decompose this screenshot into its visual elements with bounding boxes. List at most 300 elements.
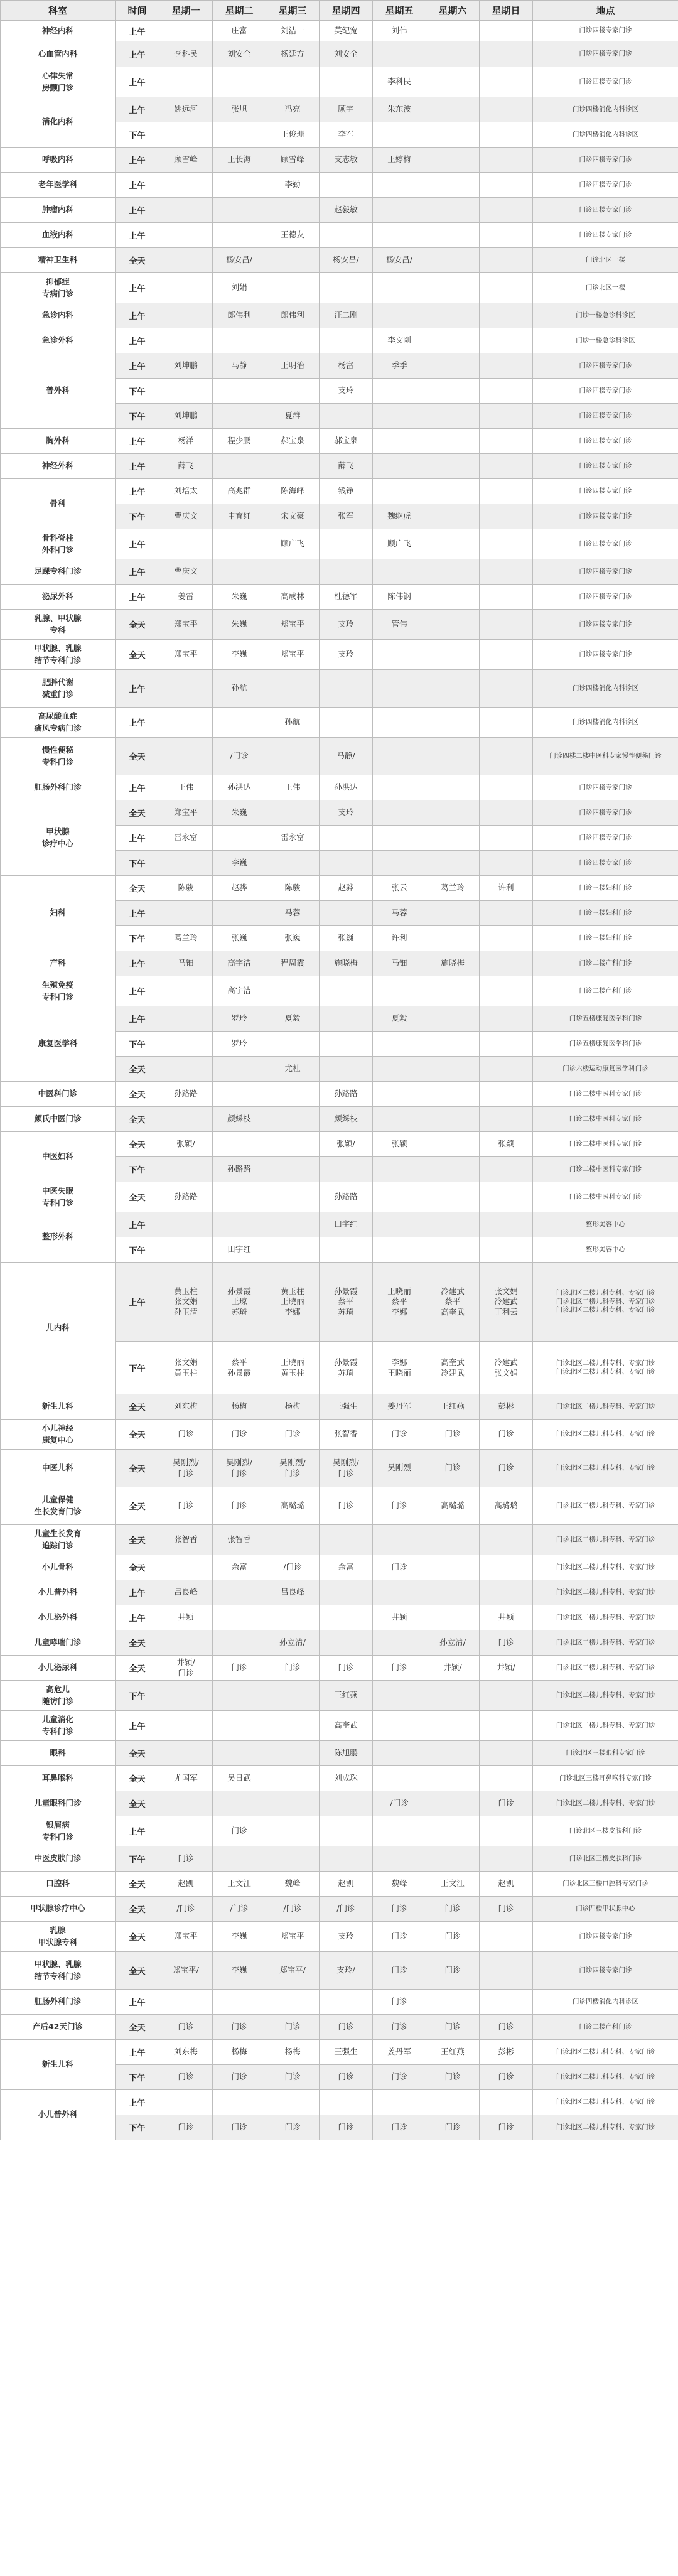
doctor-cell: 汪二刚 <box>320 303 373 328</box>
department-name: 普外科 <box>1 353 116 429</box>
location-cell: 门诊二楼产科门诊 <box>533 2015 678 2040</box>
doctor-cell <box>426 2090 480 2115</box>
department-name: 乳腺 甲状腺专科 <box>1 1922 116 1952</box>
doctor-cell: 马蓉 <box>373 901 426 926</box>
doctor-cell: 门诊 <box>426 1450 480 1487</box>
doctor-cell <box>320 826 373 851</box>
doctor-cell: 孙洪达 <box>320 775 373 800</box>
doctor-cell: 王红燕 <box>426 2040 480 2065</box>
time-slot: 上午 <box>116 97 159 122</box>
time-slot: 下午 <box>116 851 159 876</box>
doctor-cell <box>373 640 426 670</box>
doctor-cell: 门诊 <box>373 1897 426 1922</box>
time-slot: 下午 <box>116 1237 159 1263</box>
doctor-cell <box>480 328 533 353</box>
doctor-cell <box>480 454 533 479</box>
doctor-cell <box>373 1212 426 1237</box>
schedule-row <box>1 41 678 67</box>
doctor-cell: 赵凯 <box>159 1872 213 1897</box>
department-name: 急诊内科 <box>1 303 116 328</box>
header-time: 时间 <box>116 1 159 21</box>
doctor-cell: 曹庆文 <box>159 559 213 585</box>
time-slot: 全天 <box>116 1525 159 1555</box>
doctor-cell <box>159 1107 213 1132</box>
doctor-cell: 郑宝平 <box>159 610 213 640</box>
doctor-cell <box>426 1681 480 1711</box>
time-slot: 上午 <box>116 1711 159 1741</box>
doctor-cell <box>320 1157 373 1182</box>
department-name: 慢性便秘 专科门诊 <box>1 738 116 775</box>
doctor-cell: 门诊 <box>213 2065 266 2090</box>
schedule-row <box>1 559 678 585</box>
doctor-cell: 杨梅 <box>266 2040 320 2065</box>
doctor-cell: 高成林 <box>266 585 320 610</box>
doctor-cell <box>426 454 480 479</box>
doctor-cell <box>426 1237 480 1263</box>
doctor-cell: 郑宝平/ <box>159 1952 213 1990</box>
doctor-cell <box>480 738 533 775</box>
department-name: 儿童保健 生长发育门诊 <box>1 1487 116 1525</box>
time-slot: 上午 <box>116 529 159 559</box>
doctor-cell <box>320 1605 373 1630</box>
doctor-cell: 门诊 <box>320 2015 373 2040</box>
time-slot: 全天 <box>116 1741 159 1766</box>
doctor-cell <box>426 1580 480 1605</box>
doctor-cell: 吴刚烈/ 门诊 <box>266 1450 320 1487</box>
doctor-cell <box>480 640 533 670</box>
department-name: 神经内科 <box>1 21 116 41</box>
department-name: 肛肠外科门诊 <box>1 1990 116 2015</box>
doctor-cell: 程少鹏 <box>213 429 266 454</box>
location-cell: 门诊四楼消化内科诊区 <box>533 97 678 122</box>
doctor-cell: 门诊 <box>373 1420 426 1450</box>
doctor-cell <box>480 1952 533 1990</box>
doctor-cell <box>426 529 480 559</box>
doctor-cell <box>426 273 480 303</box>
department-name: 儿童消化 专科门诊 <box>1 1711 116 1741</box>
doctor-cell: 门诊 <box>213 1656 266 1681</box>
doctor-cell: 吴刚烈/ 门诊 <box>213 1450 266 1487</box>
location-cell: 门诊北区二楼儿科专科、专家门诊 <box>533 2115 678 2140</box>
doctor-cell: 郎伟利 <box>213 303 266 328</box>
doctor-cell <box>480 559 533 585</box>
doctor-cell <box>426 504 480 529</box>
doctor-cell <box>373 1846 426 1872</box>
doctor-cell <box>426 1605 480 1630</box>
department-name: 眼科 <box>1 1741 116 1766</box>
location-cell: 门诊四楼专家门诊 <box>533 504 678 529</box>
doctor-cell: 张颖/ <box>320 1132 373 1157</box>
doctor-cell <box>213 379 266 404</box>
schedule-row <box>1 97 678 122</box>
location-cell: 门诊六楼运动康复医学科门诊 <box>533 1057 678 1082</box>
doctor-cell <box>159 223 213 248</box>
location-cell: 门诊四楼专家门诊 <box>533 775 678 800</box>
doctor-cell <box>480 610 533 640</box>
department-name: 中医皮肤门诊 <box>1 1846 116 1872</box>
doctor-cell: 支玲 <box>320 1922 373 1952</box>
department-name: 足踝专科门诊 <box>1 559 116 585</box>
schedule-row <box>1 148 678 173</box>
location-cell: 门诊北区二楼儿科专科、专家门诊 <box>533 1711 678 1741</box>
doctor-cell: 顾广飞 <box>266 529 320 559</box>
doctor-cell <box>213 122 266 148</box>
schedule-row <box>1 1107 678 1132</box>
doctor-cell: 余富 <box>320 1555 373 1580</box>
location-cell: 门诊二楼产科门诊 <box>533 951 678 976</box>
location-cell: 门诊四楼专家门诊 <box>533 67 678 97</box>
doctor-cell: 门诊 <box>426 2015 480 2040</box>
time-slot: 下午 <box>116 1032 159 1057</box>
doctor-cell <box>159 1212 213 1237</box>
location-cell: 门诊四楼专家门诊 <box>533 640 678 670</box>
doctor-cell <box>373 122 426 148</box>
time-slot: 上午 <box>116 559 159 585</box>
time-slot: 全天 <box>116 1630 159 1656</box>
doctor-cell: 薛飞 <box>320 454 373 479</box>
doctor-cell <box>373 1630 426 1656</box>
doctor-cell: 孙路路 <box>320 1082 373 1107</box>
doctor-cell <box>320 670 373 708</box>
doctor-cell: 门诊 <box>426 1952 480 1990</box>
time-slot: 全天 <box>116 1555 159 1580</box>
doctor-cell <box>480 273 533 303</box>
department-name: 中医儿科 <box>1 1450 116 1487</box>
doctor-cell <box>480 198 533 223</box>
doctor-cell: 陈海峰 <box>266 479 320 504</box>
doctor-cell <box>373 379 426 404</box>
doctor-cell <box>480 1237 533 1263</box>
doctor-cell <box>480 1922 533 1952</box>
doctor-cell <box>320 1006 373 1032</box>
doctor-cell <box>266 1846 320 1872</box>
doctor-cell: 吴刚烈/ 门诊 <box>320 1450 373 1487</box>
time-slot: 上午 <box>116 198 159 223</box>
department-name: 骨科脊柱 外科门诊 <box>1 529 116 559</box>
header-monday: 星期一 <box>159 1 213 21</box>
schedule-row <box>1 454 678 479</box>
doctor-cell <box>266 1741 320 1766</box>
time-slot: 全天 <box>116 1952 159 1990</box>
schedule-row <box>1 1132 678 1157</box>
doctor-cell <box>373 1237 426 1263</box>
doctor-cell <box>266 559 320 585</box>
department-name: 泌尿外科 <box>1 585 116 610</box>
department-name: 甲状腺、乳腺 结节专科门诊 <box>1 640 116 670</box>
doctor-cell: 彭彬 <box>480 1394 533 1420</box>
doctor-cell: 王强生 <box>320 2040 373 2065</box>
location-cell: 门诊四楼消化内科诊区 <box>533 708 678 738</box>
department-name: 心血管内科 <box>1 41 116 67</box>
doctor-cell <box>213 328 266 353</box>
doctor-cell: 马静/ <box>320 738 373 775</box>
doctor-cell <box>480 1766 533 1791</box>
doctor-cell: 张巍 <box>320 926 373 951</box>
doctor-cell <box>426 248 480 273</box>
department-name: 肿瘤内科 <box>1 198 116 223</box>
time-slot: 全天 <box>116 248 159 273</box>
doctor-cell <box>213 901 266 926</box>
schedule-row <box>1 1656 678 1681</box>
schedule-row <box>1 1394 678 1420</box>
doctor-cell: 门诊 <box>426 1922 480 1952</box>
department-name: 颜氏中医门诊 <box>1 1107 116 1132</box>
location-cell: 门诊四楼消化内科诊区 <box>533 122 678 148</box>
schedule-row <box>1 529 678 559</box>
time-slot: 上午 <box>116 1212 159 1237</box>
doctor-cell <box>373 826 426 851</box>
doctor-cell <box>480 1816 533 1846</box>
doctor-cell: 朱巍 <box>213 800 266 826</box>
location-cell: 门诊二楼中医科专家门诊 <box>533 1107 678 1132</box>
doctor-cell: 门诊 <box>480 1420 533 1450</box>
doctor-cell: 高兆群 <box>213 479 266 504</box>
doctor-cell <box>213 1846 266 1872</box>
doctor-cell: 张颖 <box>373 1132 426 1157</box>
time-slot: 上午 <box>116 585 159 610</box>
doctor-cell <box>480 41 533 67</box>
doctor-cell: 门诊 <box>213 1487 266 1525</box>
location-cell: 门诊北区二楼儿科专科、专家门诊 <box>533 1450 678 1487</box>
doctor-cell <box>320 1791 373 1816</box>
doctor-cell: 李军 <box>320 122 373 148</box>
doctor-cell <box>480 851 533 876</box>
doctor-cell <box>480 1057 533 1082</box>
location-cell: 门诊北区二楼儿科专科、专家门诊 <box>533 1656 678 1681</box>
doctor-cell <box>480 122 533 148</box>
doctor-cell: /门诊 <box>266 1555 320 1580</box>
doctor-cell: 陈骏 <box>159 876 213 901</box>
department-name: 中医妇科 <box>1 1132 116 1182</box>
doctor-cell <box>373 738 426 775</box>
schedule-row <box>1 1990 678 2015</box>
doctor-cell: 孙路路 <box>159 1082 213 1107</box>
doctor-cell: 郑宝平 <box>159 640 213 670</box>
department-name: 小儿普外科 <box>1 1580 116 1605</box>
schedule-row <box>1 1263 678 1342</box>
doctor-cell: 尤杜 <box>266 1057 320 1082</box>
doctor-cell: 庄富 <box>213 21 266 41</box>
doctor-cell <box>426 1212 480 1237</box>
schedule-row <box>1 1082 678 1107</box>
doctor-cell: 井颖 <box>159 1605 213 1630</box>
doctor-cell: 门诊 <box>480 1630 533 1656</box>
doctor-cell <box>159 21 213 41</box>
time-slot: 上午 <box>116 67 159 97</box>
doctor-cell <box>373 670 426 708</box>
department-name: 儿童哮喘门诊 <box>1 1630 116 1656</box>
doctor-cell: 门诊 <box>426 2065 480 2090</box>
time-slot: 全天 <box>116 738 159 775</box>
doctor-cell <box>320 976 373 1006</box>
doctor-cell: 门诊 <box>266 2115 320 2140</box>
doctor-cell: 门诊 <box>426 1420 480 1450</box>
doctor-cell <box>373 1157 426 1182</box>
department-name: 中医失眠 专科门诊 <box>1 1182 116 1212</box>
time-slot: 全天 <box>116 610 159 640</box>
doctor-cell <box>320 2090 373 2115</box>
doctor-cell <box>426 976 480 1006</box>
doctor-cell <box>373 1525 426 1555</box>
location-cell: 门诊北区二楼儿科专科、专家门诊 <box>533 1605 678 1630</box>
schedule-row <box>1 1791 678 1816</box>
doctor-cell <box>266 379 320 404</box>
location-cell: 门诊二楼中医科专家门诊 <box>533 1132 678 1157</box>
time-slot: 下午 <box>116 1342 159 1394</box>
doctor-cell: 孙洪达 <box>213 775 266 800</box>
doctor-cell: 门诊 <box>373 2065 426 2090</box>
doctor-cell: 王晓丽 黄玉柱 <box>266 1342 320 1394</box>
time-slot: 全天 <box>116 1182 159 1212</box>
doctor-cell: 门诊 <box>266 1420 320 1450</box>
doctor-cell <box>426 223 480 248</box>
doctor-cell <box>159 976 213 1006</box>
header-saturday: 星期六 <box>426 1 480 21</box>
time-slot: 全天 <box>116 1394 159 1420</box>
location-cell: 门诊四楼甲状腺中心 <box>533 1897 678 1922</box>
department-name: 银屑病 专科门诊 <box>1 1816 116 1846</box>
department-name: 生殖免疫 专科门诊 <box>1 976 116 1006</box>
doctor-cell: 王婷梅 <box>373 148 426 173</box>
doctor-cell <box>373 1711 426 1741</box>
doctor-cell: 刘坤鹏 <box>159 404 213 429</box>
doctor-cell: 高奎武 <box>320 1711 373 1741</box>
doctor-cell: 尤国军 <box>159 1766 213 1791</box>
doctor-cell <box>320 1990 373 2015</box>
doctor-cell <box>373 223 426 248</box>
schedule-row <box>1 1555 678 1580</box>
doctor-cell: 魏峰 <box>266 1872 320 1897</box>
doctor-cell <box>266 1082 320 1107</box>
doctor-cell <box>426 67 480 97</box>
doctor-cell <box>373 708 426 738</box>
doctor-cell: 高宇洁 <box>213 951 266 976</box>
doctor-cell <box>480 353 533 379</box>
time-slot: 上午 <box>116 148 159 173</box>
doctor-cell: 支玲 <box>320 379 373 404</box>
time-slot: 全天 <box>116 1487 159 1525</box>
doctor-cell <box>266 738 320 775</box>
doctor-cell <box>266 851 320 876</box>
doctor-cell: 田宇红 <box>320 1212 373 1237</box>
doctor-cell: 刘伟 <box>373 21 426 41</box>
header-wednesday: 星期三 <box>266 1 320 21</box>
doctor-cell: /门诊 <box>159 1897 213 1922</box>
doctor-cell: 杜德军 <box>320 585 373 610</box>
schedule-row <box>1 2090 678 2115</box>
doctor-cell <box>480 479 533 504</box>
doctor-cell: 刘坤鹏 <box>159 353 213 379</box>
department-name: 甲状腺诊疗中心 <box>1 1897 116 1922</box>
doctor-cell: 黄玉柱 张文娟 孙玉清 <box>159 1263 213 1342</box>
location-cell: 门诊北区二楼儿科专科、专家门诊 <box>533 2065 678 2090</box>
doctor-cell <box>320 1630 373 1656</box>
doctor-cell: 井颖 <box>480 1605 533 1630</box>
doctor-cell <box>266 800 320 826</box>
location-cell: 门诊二楼中医科专家门诊 <box>533 1082 678 1107</box>
department-name: 神经外科 <box>1 454 116 479</box>
doctor-cell <box>213 1681 266 1711</box>
schedule-row <box>1 1630 678 1656</box>
doctor-cell: 杨安昌/ <box>320 248 373 273</box>
schedule-row <box>1 1872 678 1897</box>
department-name: 耳鼻喉科 <box>1 1766 116 1791</box>
doctor-cell <box>320 1816 373 1846</box>
location-cell: 门诊四楼专家门诊 <box>533 479 678 504</box>
doctor-cell: 施晓梅 <box>320 951 373 976</box>
doctor-cell <box>426 1157 480 1182</box>
time-slot: 上午 <box>116 353 159 379</box>
doctor-cell <box>480 1711 533 1741</box>
doctor-cell: 李勤 <box>266 173 320 198</box>
doctor-cell <box>159 303 213 328</box>
doctor-cell <box>266 1237 320 1263</box>
schedule-row <box>1 2040 678 2065</box>
doctor-cell <box>480 800 533 826</box>
doctor-cell <box>426 559 480 585</box>
doctor-cell <box>480 775 533 800</box>
location-cell: 门诊北区三楼口腔科专家门诊 <box>533 1872 678 1897</box>
location-cell: 门诊五楼康复医学科门诊 <box>533 1006 678 1032</box>
doctor-cell <box>213 404 266 429</box>
doctor-cell: 门诊 <box>480 1450 533 1487</box>
doctor-cell: 门诊 <box>159 1846 213 1872</box>
doctor-cell: 门诊 <box>480 1897 533 1922</box>
doctor-cell <box>373 1741 426 1766</box>
doctor-cell: 门诊 <box>266 1656 320 1681</box>
time-slot: 上午 <box>116 670 159 708</box>
doctor-cell <box>213 1580 266 1605</box>
doctor-cell: /门诊 <box>320 1897 373 1922</box>
location-cell: 门诊四楼专家门诊 <box>533 1922 678 1952</box>
doctor-cell <box>320 1580 373 1605</box>
doctor-cell <box>426 353 480 379</box>
schedule-row <box>1 1846 678 1872</box>
doctor-cell: 张文娟 黄玉柱 <box>159 1342 213 1394</box>
doctor-cell: 门诊 <box>266 2065 320 2090</box>
location-cell: 门诊北区三楼皮肤科门诊 <box>533 1816 678 1846</box>
doctor-cell <box>320 1846 373 1872</box>
doctor-cell <box>159 1237 213 1263</box>
time-slot: 全天 <box>116 1450 159 1487</box>
doctor-cell: 王强生 <box>320 1394 373 1420</box>
doctor-cell: 宋文豪 <box>266 504 320 529</box>
doctor-cell <box>373 198 426 223</box>
doctor-cell: 刘娟 <box>213 273 266 303</box>
schedule-row <box>1 951 678 976</box>
doctor-cell: 孙路路 <box>213 1157 266 1182</box>
doctor-cell <box>159 1791 213 1816</box>
doctor-cell: 井颖 <box>373 1605 426 1630</box>
schedule-row <box>1 173 678 198</box>
doctor-cell <box>320 328 373 353</box>
doctor-cell <box>266 248 320 273</box>
schedule-row <box>1 2015 678 2040</box>
schedule-row <box>1 1922 678 1952</box>
doctor-cell: /门诊 <box>373 1791 426 1816</box>
doctor-cell <box>426 1741 480 1766</box>
doctor-cell <box>159 1741 213 1766</box>
doctor-cell <box>373 479 426 504</box>
schedule-row <box>1 1816 678 1846</box>
doctor-cell: 门诊 <box>213 2115 266 2140</box>
time-slot: 上午 <box>116 328 159 353</box>
department-name: 儿内科 <box>1 1263 116 1394</box>
time-slot: 全天 <box>116 1132 159 1157</box>
doctor-cell <box>373 2090 426 2115</box>
doctor-cell: 杨梅 <box>213 1394 266 1420</box>
doctor-cell <box>213 1057 266 1082</box>
